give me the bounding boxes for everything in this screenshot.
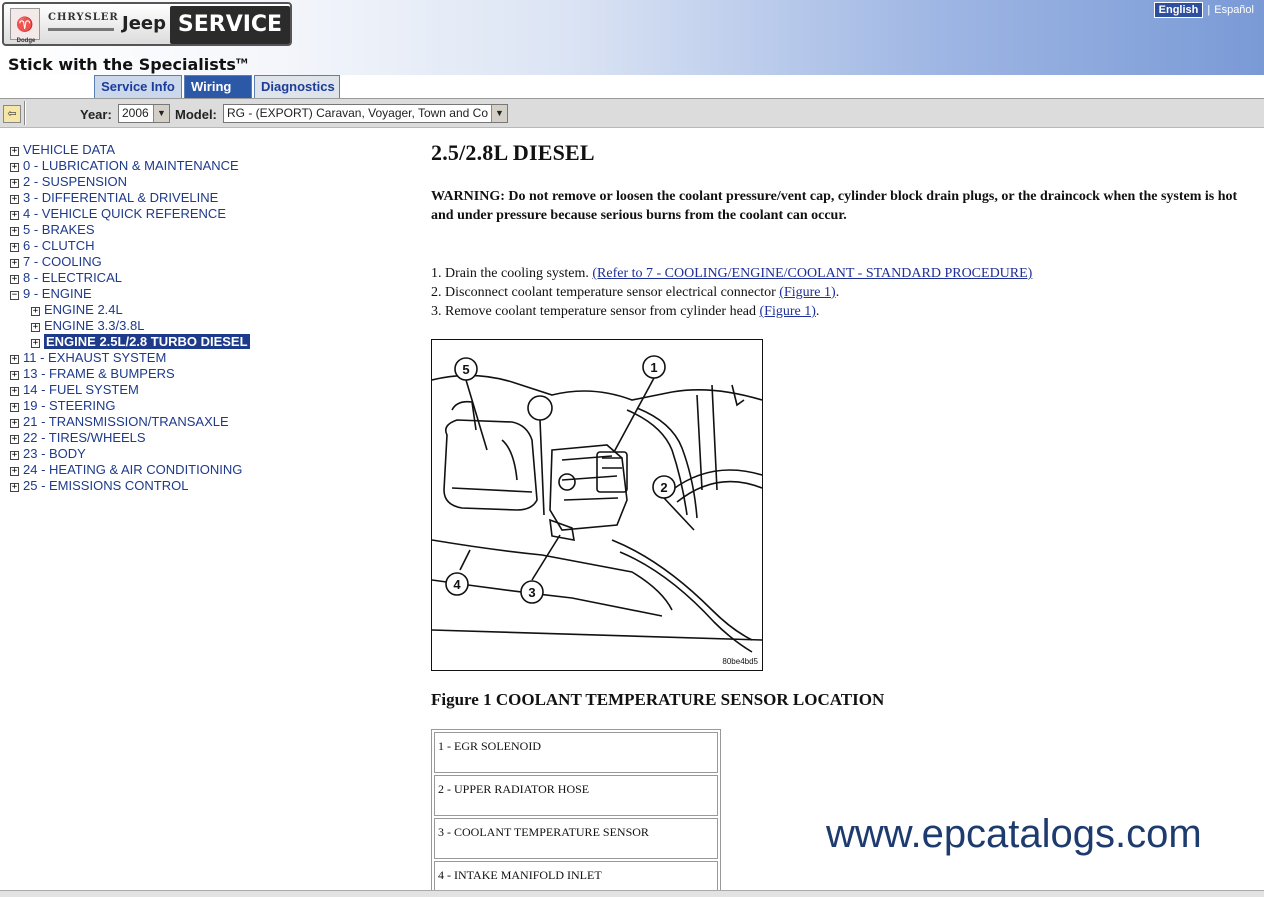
tree-item-label[interactable]: 13 - FRAME & BUMPERS [23,366,175,381]
language-separator: | [1207,4,1211,16]
language-english[interactable]: English [1154,2,1204,18]
model-select[interactable] [223,104,508,123]
expand-icon[interactable]: + [11,370,18,380]
tree-item[interactable] [10,478,410,494]
page-title: 2.5/2.8L DIESEL [431,140,595,165]
year-label: Year: [80,107,112,122]
legend-row: 4 - INTAKE MANIFOLD INLET [434,861,718,897]
legend-row: 3 - COOLANT TEMPERATURE SENSOR [434,818,718,859]
expand-icon[interactable]: + [11,466,18,476]
step-after: . [815,304,820,319]
language-espanol[interactable]: Español [1214,4,1254,16]
tree-item-label[interactable]: 11 - EXHAUST SYSTEM [23,350,167,365]
step-text: 2. Disconnect coolant temperature sensor electrical connector [431,285,780,300]
expand-icon[interactable]: + [11,482,18,492]
warning-text: WARNING: Do not remove or loosen the coolant pressure/vent cap, cylinder block drain plugs, or the draincock when the system is hot and under pressure because serious burns from the coolant can occur. [431,189,1238,223]
horizontal-scrollbar[interactable] [0,890,1264,897]
tree-item-label[interactable]: 2 - SUSPENSION [23,174,128,189]
year-select-value: 2006 [122,106,149,120]
expand-icon[interactable]: + [11,402,18,412]
dodge-logo-label: Dodge [16,38,36,44]
tree-item[interactable] [10,206,410,222]
step-text: 3. Remove coolant temperature sensor from cylinder head [431,304,760,319]
model-select-value: RG - (EXPORT) Caravan, Voyager, Town and Co [227,106,489,120]
tree-item-label[interactable]: 5 - BRAKES [23,222,95,237]
tree-item-label[interactable]: 4 - VEHICLE QUICK REFERENCE [23,206,226,221]
tree-subitem[interactable] [10,318,410,334]
tree-subitem[interactable] [10,302,410,318]
chrysler-wing-logo [48,28,114,31]
jeep-logo: Jeep [122,13,166,34]
procedure-step [431,264,1032,283]
tree-item-label[interactable]: ENGINE 2.4L [44,302,123,317]
tree-item-label[interactable]: 9 - ENGINE [23,286,92,301]
back-folder-icon[interactable]: ⇦ [3,105,21,123]
step-link-figure[interactable]: (Figure 1) [779,285,836,300]
step-link-refer[interactable]: (Refer to 7 - COOLING/ENGINE/COOLANT - STANDARD PROCEDURE) [592,266,1033,281]
document-content [431,140,1251,319]
collapse-icon[interactable]: − [11,290,18,300]
legend-row: 1 - EGR SOLENOID [434,732,718,773]
navigation-tree [10,142,410,494]
model-label: Model: [175,107,217,122]
tagline [8,55,248,74]
tree-item[interactable] [10,398,410,414]
tree-item-label[interactable]: 14 - FUEL SYSTEM [23,382,139,397]
tree-item-label[interactable]: 19 - STEERING [23,398,116,413]
expand-icon[interactable]: + [11,242,18,252]
year-select[interactable] [118,104,170,123]
tagline-text: Stick with the Specialists [8,55,236,74]
tree-item[interactable] [10,222,410,238]
tree-item-label[interactable]: 25 - EMISSIONS CONTROL [23,478,189,493]
tree-item-label[interactable]: 8 - ELECTRICAL [23,270,122,285]
figure-legend-table [431,729,721,897]
trademark-mark: TM [235,57,248,66]
legend-row: 2 - UPPER RADIATOR HOSE [434,775,718,816]
chevron-down-icon[interactable]: ▼ [491,105,507,122]
tree-item-engine[interactable] [10,286,410,302]
expand-icon[interactable]: + [11,178,18,188]
expand-icon[interactable]: + [32,322,39,332]
toolbar [0,98,1264,128]
expand-icon[interactable]: + [11,210,18,220]
tree-item[interactable] [10,270,410,286]
step-text: 1. Drain the cooling system. [431,266,593,281]
callout-label: 5 [462,362,470,377]
tree-subitem-selected[interactable] [10,334,410,350]
tree-item-label[interactable]: 24 - HEATING & AIR CONDITIONING [23,462,243,477]
brand-logo-panel [2,2,292,46]
tab-diagnostics[interactable]: Diagnostics [254,75,340,98]
tree-item-label[interactable]: 21 - TRANSMISSION/TRANSAXLE [23,414,229,429]
tree-item-label[interactable]: ENGINE 3.3/3.8L [44,318,145,333]
expand-icon[interactable]: + [11,274,18,284]
tree-item-label[interactable]: 3 - DIFFERENTIAL & DRIVELINE [23,190,219,205]
tree-item-label[interactable]: 23 - BODY [23,446,86,461]
tree-item[interactable] [10,174,410,190]
tree-item[interactable] [10,350,410,366]
chevron-down-icon[interactable]: ▼ [153,105,169,122]
tree-item[interactable] [10,462,410,478]
chrysler-logo: CHRYSLER [48,12,119,23]
callout-label: 1 [650,360,658,375]
tab-wiring[interactable]: Wiring [184,75,252,98]
expand-icon[interactable]: + [11,146,18,156]
procedure-step [431,283,1032,302]
engine-line-drawing [432,340,762,670]
tree-item[interactable] [10,366,410,382]
step-after: . [835,285,840,300]
tree-item[interactable] [10,382,410,398]
expand-icon[interactable]: + [11,386,18,396]
expand-icon[interactable]: + [11,418,18,428]
expand-icon[interactable]: + [11,434,18,444]
language-switcher [1154,4,1254,16]
expand-icon[interactable]: + [11,354,18,364]
tree-item-label-selected[interactable]: ENGINE 2.5L/2.8 TURBO DIESEL [46,334,248,349]
expand-icon[interactable]: + [11,194,18,204]
tree-item-label[interactable]: 0 - LUBRICATION & MAINTENANCE [23,158,239,173]
dodge-ram-logo: ♈ [10,8,40,40]
tree-item[interactable] [10,190,410,206]
procedure-steps [431,264,1032,321]
procedure-step [431,302,1032,321]
service-badge: SERVICE [170,6,290,44]
step-link-figure[interactable]: (Figure 1) [759,304,816,319]
expand-icon[interactable]: + [11,258,18,268]
tree-item-label[interactable]: 6 - CLUTCH [23,238,95,253]
tree-item-label[interactable]: 22 - TIRES/WHEELS [23,430,146,445]
expand-icon[interactable]: + [11,226,18,236]
tree-item-label[interactable]: 7 - COOLING [23,254,102,269]
tree-item[interactable] [10,238,410,254]
tree-item[interactable] [10,430,410,446]
callout-label: 3 [528,585,536,600]
tree-item[interactable] [10,158,410,174]
watermark: www.epcatalogs.com [826,812,1202,856]
engine-figure[interactable] [431,339,763,671]
tree-item-label[interactable]: VEHICLE DATA [23,142,115,157]
expand-icon[interactable]: + [32,306,39,316]
tab-service-info[interactable]: Service Info [94,75,182,98]
figure-caption: Figure 1 COOLANT TEMPERATURE SENSOR LOCATION [431,690,885,709]
expand-icon[interactable]: + [11,162,18,172]
tree-item[interactable] [10,446,410,462]
tree-item[interactable] [10,414,410,430]
figure-id: 80be4bd5 [722,657,758,666]
callout-label: 4 [453,577,461,592]
tree-item[interactable] [10,254,410,270]
tree-item[interactable] [10,142,410,158]
toolbar-separator [24,101,26,125]
expand-icon[interactable]: + [32,338,39,348]
expand-icon[interactable]: + [11,450,18,460]
main-tabs [94,75,342,98]
callout-label: 2 [660,480,668,495]
header-banner [0,0,1264,75]
